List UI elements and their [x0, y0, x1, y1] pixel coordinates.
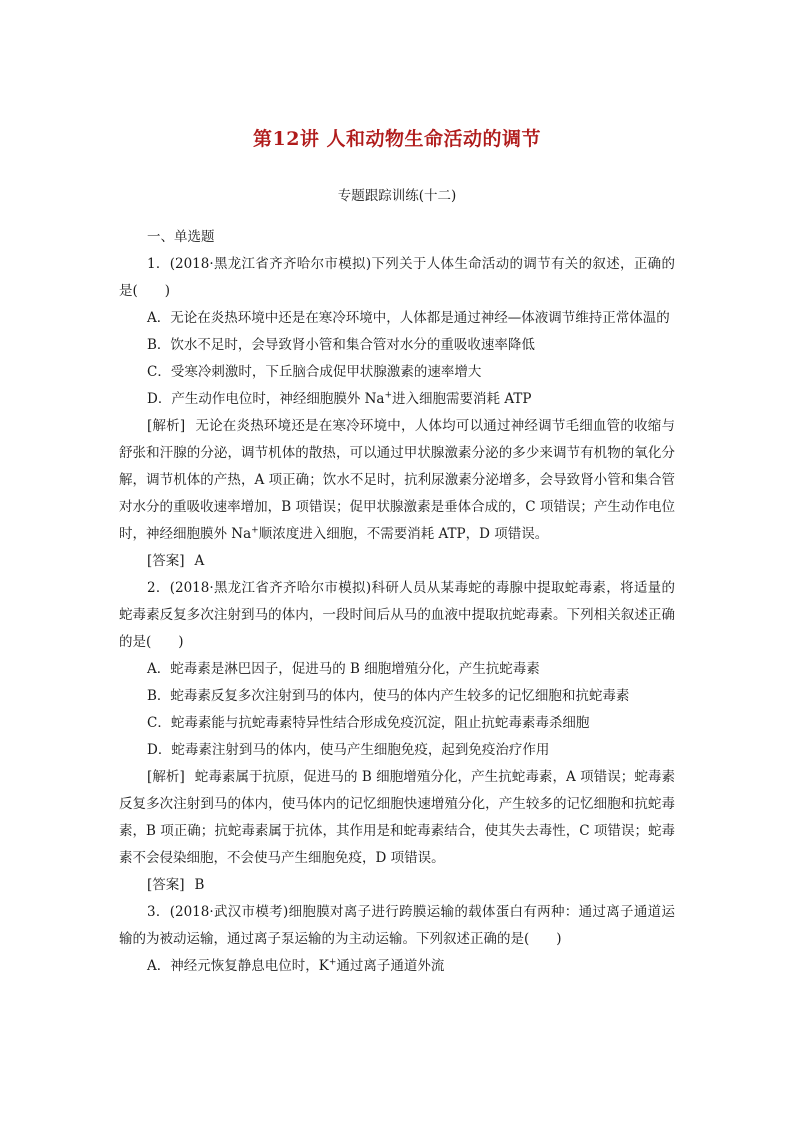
answer-value: B — [194, 877, 205, 893]
option-d-text: D．产生动作电位时，神经细胞膜外 Na — [147, 391, 385, 407]
question-2-option-b: B．蛇毒素反复多次注射到马的体内，使马的体内产生较多的记忆细胞和抗蛇毒素 — [147, 688, 630, 704]
question-2-option-d: D．蛇毒素注射到马的体内，使马产生细胞免疫，起到免疫治疗作用 — [147, 742, 550, 758]
question-2-stem: 2．(2018·黑龙江省齐齐哈尔市模拟)科研人员从某毒蛇的毒腺中提取蛇毒素，将适量的蛇毒素反复多次注射到马的体内，一段时间后从马的血液中提取抗蛇毒素。下列相关叙述正确的是( ) — [119, 580, 675, 650]
question-1-option-a: A．无论在炎热环境中还是在寒冷环境中，人体都是通过神经—体液调节维持正常体温的 — [147, 310, 670, 326]
analysis-text-end: 顺浓度进入细胞，不需要消耗 ATP，D 项错误。 — [258, 526, 549, 542]
question-2-option-a: A．蛇毒素是淋巴因子，促进马的 B 细胞增殖分化，产生抗蛇毒素 — [147, 661, 540, 677]
option-d-text-end: 进入细胞需要消耗 ATP — [392, 391, 532, 407]
document-body — [119, 224, 675, 980]
question-1-stem: 1．(2018·黑龙江省齐齐哈尔市模拟)下列关于人体生命活动的调节有关的叙述，正确的是( ) — [119, 256, 675, 299]
question-2-option-c: C．蛇毒素能与抗蛇毒素特异性结合形成免疫沉淀，阻止抗蛇毒素毒杀细胞 — [147, 715, 590, 731]
analysis-text: 蛇毒素属于抗原，促进马的 B 细胞增殖分化，产生抗蛇毒素，A 项错误；蛇毒素反复多次注射到马的体内，使马体内的记忆细胞快速增殖分化，产生较多的记忆细胞和抗蛇毒素，B 项正确；抗蛇毒素属于抗体，其作用是和蛇毒素结合，使其失去毒性，C 项错误；蛇毒素不会侵染细胞，不会使马产生细胞免疫，D 项错误。 — [119, 769, 675, 866]
question-2-answer — [119, 872, 675, 899]
option-a-text-end: 通过离子通道外流 — [336, 958, 445, 974]
analysis-label: [解析] — [147, 769, 185, 785]
question-3-option-a — [119, 953, 675, 980]
answer-label: [答案] — [147, 877, 185, 893]
superscript: + — [328, 957, 337, 968]
question-3-stem: 3．(2018·武汉市模考)细胞膜对离子进行跨膜运输的载体蛋白有两种：通过离子通道运输的为被动运输，通过离子泵运输的为主动运输。下列叙述正确的是( ) — [119, 904, 675, 947]
option-a-text: A．神经元恢复静息电位时，K — [147, 958, 329, 974]
question-1-option-b: B．饮水不足时，会导致肾小管和集合管对水分的重吸收速率降低 — [147, 337, 535, 353]
question-1-option-c: C．受寒冷刺激时，下丘脑合成促甲状腺激素的速率增大 — [147, 364, 482, 380]
analysis-text: 无论在炎热环境还是在寒冷环境中，人体均可以通过神经调节毛细血管的收缩与舒张和汗腺的分泌，调节机体的散热，可以通过甲状腺激素分泌的多少来调节有机物的氧化分解，调节机体的产热，A 项正确；饮水不足时，抗利尿激素分泌增多，会导致肾小管和集合管对水分的重吸收速率增加，B 项错误；促甲状腺激素是垂体合成的，C 项错误；产生动作电位时，神经细胞膜外 Na — [119, 418, 675, 542]
exercise-subtitle: 专题跟踪训练(十二) — [337, 188, 457, 204]
superscript: + — [384, 390, 393, 401]
answer-value: A — [194, 553, 205, 569]
question-1-answer — [119, 548, 675, 575]
answer-label: [答案] — [147, 553, 185, 569]
analysis-label: [解析] — [147, 418, 186, 434]
question-2-analysis — [119, 764, 675, 872]
question-1-option-d — [119, 386, 675, 413]
lesson-title: 第12讲 人和动物生命活动的调节 — [252, 128, 542, 150]
section-heading: 一、单选题 — [147, 229, 215, 245]
question-1-analysis — [119, 413, 675, 548]
superscript: + — [251, 525, 259, 536]
